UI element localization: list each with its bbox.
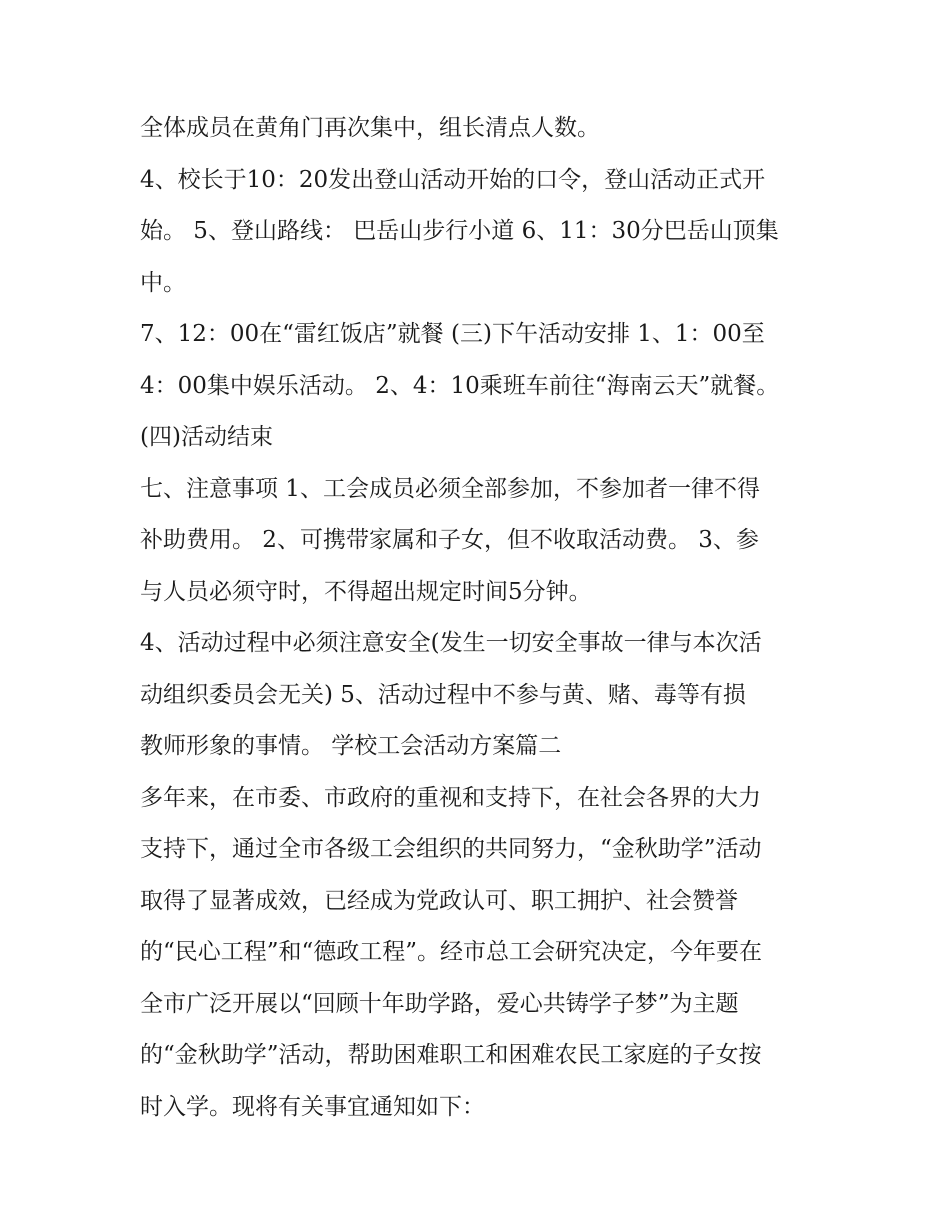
text-line: 时入学。现将有关事宜通知如下： <box>140 1093 485 1120</box>
text-line: 教师形象的事情。 学校工会活动方案篇二 <box>140 733 562 759</box>
document-body <box>140 108 830 1138</box>
text-line: 多年来，在市委、市政府的重视和支持下，在社会各界的大力 <box>140 784 761 811</box>
text-line: 4、活动过程中必须注意安全(发生一切安全事故一律与本次活 <box>140 630 762 656</box>
text-line: 与人员必须守时，不得超出规定时间5分钟。 <box>140 578 592 605</box>
text-line: 4：00集中娱乐活动。 2、4：10乘班车前往“海南云天”就餐。 <box>140 372 780 399</box>
text-line: 的“金秋助学”活动，帮助困难职工和困难农民工家庭的子女按 <box>140 1042 762 1068</box>
text-line: 全市广泛开展以“回顾十年助学路，爱心共铸学子梦”为主题 <box>140 990 739 1017</box>
text-line: (四)活动结束 <box>140 424 273 450</box>
text-line: 始。 5、登山路线： 巴岳山步行小道 6、11：30分巴岳山顶集 <box>140 218 779 244</box>
text-line: 全体成员在黄角门再次集中，组长清点人数。 <box>140 115 600 141</box>
text-line: 七、注意事项 1、工会成员必须全部参加，不参加者一律不得 <box>140 475 760 502</box>
text-line: 中。 <box>140 269 186 296</box>
text-line: 4、校长于10：20发出登山活动开始的口令，登山活动正式开 <box>140 166 766 193</box>
text-line: 补助费用。 2、可携带家属和子女，但不收取活动费。 3、参 <box>140 527 759 553</box>
text-line: 支持下，通过全市各级工会组织的共同努力，“金秋助学”活动 <box>140 836 762 862</box>
text-line: 7、12：00在“雷红饭店”就餐 (三)下午活动安排 1、1：00至 <box>140 321 765 347</box>
text-line: 取得了显著成效，已经成为党政认可、职工拥护、社会赞誉 <box>140 887 738 914</box>
text-line: 动组织委员会无关) 5、活动过程中不参与黄、赌、毒等有损 <box>140 681 746 708</box>
text-line: 的“民心工程”和“德政工程”。经市总工会研究决定，今年要在 <box>140 939 763 965</box>
